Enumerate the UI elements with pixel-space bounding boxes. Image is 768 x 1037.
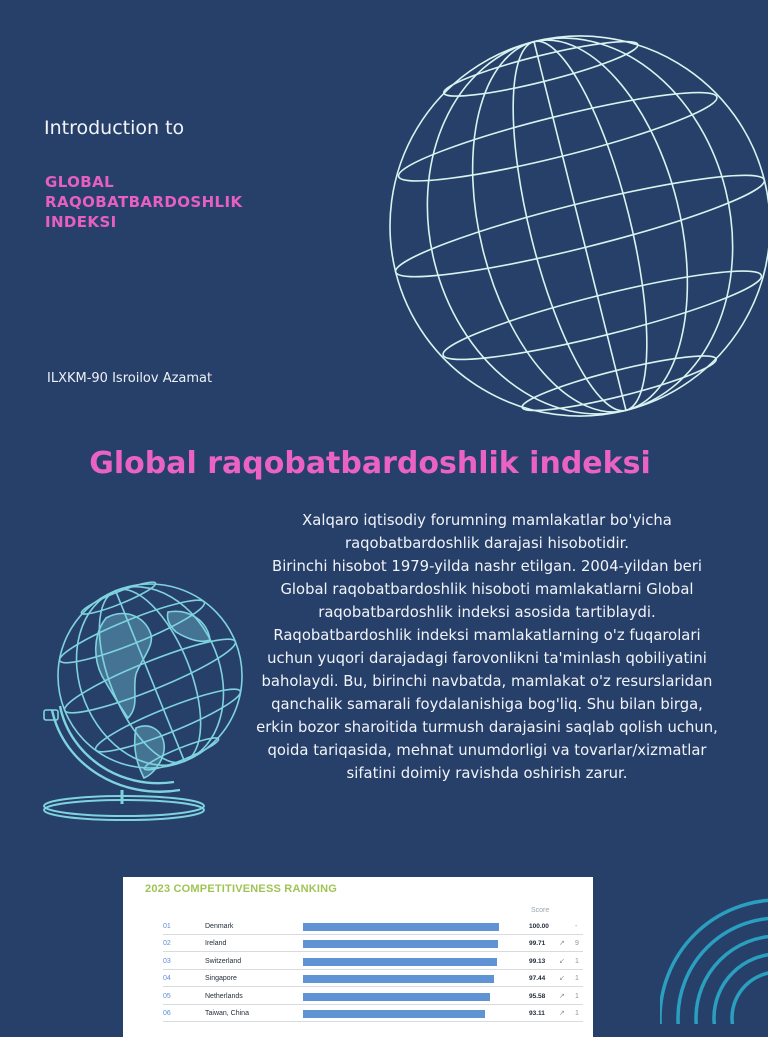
score-bar: [303, 993, 490, 1001]
country-name: Denmark: [205, 923, 234, 930]
score-value: 95.58: [529, 992, 546, 1000]
cover-title-line-1: GLOBAL: [45, 173, 115, 191]
rank-number: 05: [163, 992, 171, 1000]
ranking-title: 2023 COMPETITIVENESS RANKING: [145, 883, 338, 895]
concentric-rings-icon: [660, 850, 768, 1024]
section-heading: Global raqobatbardoshlik indeksi: [89, 446, 651, 481]
score-bar: [303, 1010, 485, 1018]
ranking-row: [123, 989, 593, 1005]
rank-number: 06: [163, 1010, 171, 1017]
score-bar: [303, 923, 499, 931]
body-paragraph-1: Xalqaro iqtisodiy forumning mamlakatlar bo'yicha raqobatbardoshlik darajasi hisobotidir.: [302, 512, 672, 552]
row-divider: [163, 986, 583, 987]
rank-change-arrow-icon: ↗: [559, 1010, 565, 1017]
rank-change-value: 1: [575, 992, 579, 1000]
score-column-header: Score: [531, 907, 550, 914]
rank-change-arrow-icon: ↙: [559, 975, 565, 983]
intro-label: Introduction to: [44, 117, 185, 139]
row-divider: [163, 1004, 583, 1005]
rank-change-value: -: [575, 923, 578, 930]
ranking-row: [123, 971, 593, 987]
competitiveness-ranking-table: [123, 877, 593, 1037]
rank-number: 04: [163, 975, 171, 983]
wireframe-globe-icon: [384, 14, 768, 434]
body-text: [252, 509, 722, 785]
score-value: 100.00: [529, 923, 549, 930]
row-divider: [163, 951, 583, 952]
ranking-row: [123, 954, 593, 970]
rank-number: 01: [163, 923, 171, 930]
rank-change-value: 9: [575, 940, 579, 948]
country-name: Ireland: [205, 940, 227, 948]
score-value: 99.71: [529, 940, 546, 948]
rank-number: 02: [163, 940, 171, 948]
row-divider: [163, 934, 583, 935]
score-bar: [303, 975, 494, 983]
ranking-row: [123, 936, 593, 952]
rank-change-value: 1: [575, 957, 579, 965]
country-name: Netherlands: [205, 992, 243, 1000]
cover-title-line-2: RAQOBATBARDOSHLIK: [45, 193, 243, 211]
rank-change-value: 1: [575, 1010, 579, 1017]
desk-globe-icon: [40, 578, 250, 828]
rank-change-arrow-icon: ↙: [559, 957, 565, 965]
country-name: Taiwan, China: [205, 1010, 249, 1017]
rank-number: 03: [163, 957, 171, 965]
cover-title: [45, 172, 243, 232]
row-divider: [163, 969, 583, 970]
rank-change-arrow-icon: ↗: [559, 992, 565, 1000]
score-value: 97.44: [529, 975, 546, 983]
score-bar: [303, 958, 497, 966]
ranking-row: [123, 1006, 593, 1022]
rank-change-value: 1: [575, 975, 579, 983]
country-name: Switzerland: [205, 957, 242, 965]
country-name: Singapore: [205, 975, 237, 983]
score-value: 99.13: [529, 957, 546, 965]
ranking-row: [123, 919, 593, 935]
cover-title-line-3: INDEKSI: [45, 213, 117, 231]
author-label: ILXKM-90 Isroilov Azamat: [47, 371, 213, 386]
body-paragraph-2: Birinchi hisobot 1979-yilda nashr etilgan. 2004-yildan beri Global raqobatbardoshlik hisoboti mamlakatlarni Global raqobatbardoshlik indeksi asosida tartiblaydi. Raqobatbardoshlik indeksi mamlakatlarning o'z fuqarolari uchun yuqori darajadagi farovonlikni ta'minlash qobiliyatini baholaydi. Bu, birinchi navbatda, mamlakat o'z resurslaridan qanchalik samarali foydalanishiga bog'liq. Shu bilan birga, erkin bozor sharoitida turmush darajasini saqlab qolish uchun, qoida tariqasida, mehnat unumdorligi va tovarlar/xizmatlar sifatini doimiy ravishda oshirish zarur.: [256, 558, 718, 782]
score-bar: [303, 940, 498, 948]
score-value: 93.11: [529, 1010, 545, 1017]
row-divider: [163, 1021, 583, 1022]
rank-change-arrow-icon: ↗: [559, 940, 565, 948]
